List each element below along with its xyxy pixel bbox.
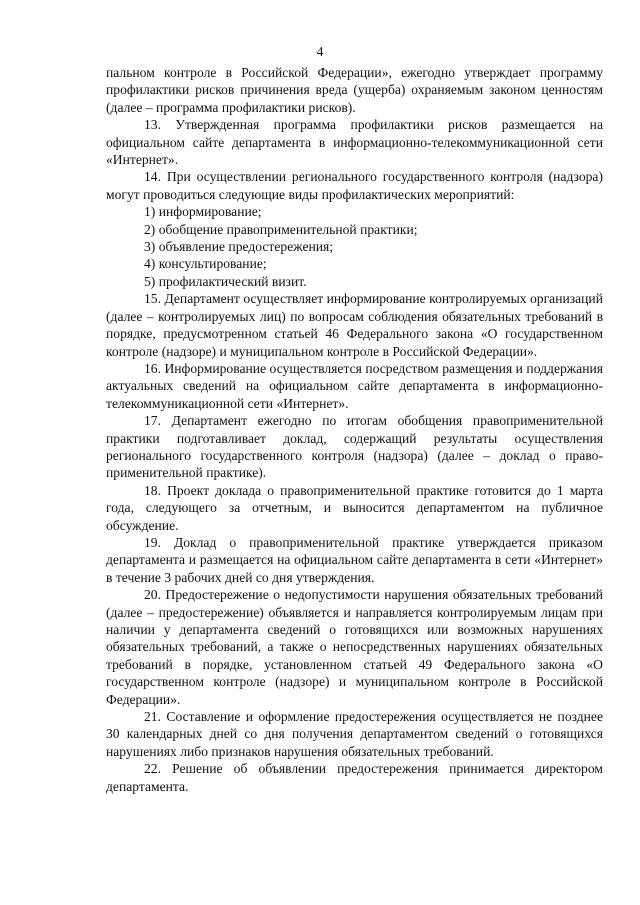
paragraph-16: 16. Информирование осуществляется посредством размещения и поддержания актуальных сведений на официальном сайте департамента в информационно-телекоммуникационной сети «Интернет». (106, 360, 603, 411)
paragraph-18: 18. Проект доклада о правоприменительной практике готовится до 1 марта года, следующего за отчетным, и выносится департаментом на публичное обсуждение. (106, 482, 603, 533)
list-item-visit: 5) профилактический визит. (144, 273, 307, 289)
paragraph-continuation: пальном контроле в Российской Федерации», ежегодно утверждает программу профилактики рисков причинения вреда (ущерба) охраняемым законом ценностям (далее – программа профилактики рисков). (106, 65, 603, 115)
paragraph-17: 17. Департамент ежегодно по итогам обобщения правоприменительной практики подготавливает доклад, содержащий результаты осуществления регионального государственного контроля (надзора) (далее – доклад о правоприменительной практике). (106, 413, 603, 481)
list-item-generalization: 2) обобщение правоприменительной практики; (144, 221, 418, 237)
paragraph-14: 14. При осуществлении регионального государственного контроля (надзора) могут проводиться следующие виды профилактических мероприятий: (106, 169, 603, 202)
list-item-consulting: 4) консультирование; (144, 256, 267, 272)
paragraph-20: 20. Предостережение о недопустимости нарушения обязательных требований (далее – предостережение) объявляется и направляется контролируемым лицам при наличии у департамента сведений о готовящихся или возможных нарушениях обязательных требований, а также о непосредственных нарушениях обязательных требований в порядке, установленном статьей 49 Федерального закона «О государственном контроле (надзоре) и муниципальном контроле в Российской Федерации». (106, 587, 603, 707)
document-body (106, 64, 603, 795)
paragraph-21: 21. Составление и оформление предостережения осуществляется не позднее 30 календарных дней со дня получения департаментом сведений о готовящихся нарушениях либо признаков нарушения обязательных требований. (106, 709, 603, 759)
list-item-warning: 3) объявление предостережения; (144, 239, 334, 255)
list-item-informing: 1) информирование; (144, 204, 262, 220)
paragraph-15: 15. Департамент осуществляет информирование контролируемых организаций (далее – контролируемых лиц) по вопросам соблюдения обязательных требований в порядке, предусмотренном статьей 46 Федерального закона «О государственном контроле (надзоре) и муниципальном контроле в Российской Федерации». (106, 291, 603, 359)
paragraph-19: 19. Доклад о правоприменительной практике утверждается приказом департамента и размещается на официальном сайте департамента в сети «Интернет» в течение 3 рабочих дней со дня утверждения. (106, 534, 603, 585)
paragraph-13: 13. Утвержденная программа профилактики рисков размещается на официальном сайте департамента в информационно-телекоммуникационной сети «Интернет». (106, 117, 603, 168)
paragraph-22: 22. Решение об объявлении предостережения принимается директором департамента. (106, 761, 603, 794)
page-number: 4 (316, 44, 324, 59)
